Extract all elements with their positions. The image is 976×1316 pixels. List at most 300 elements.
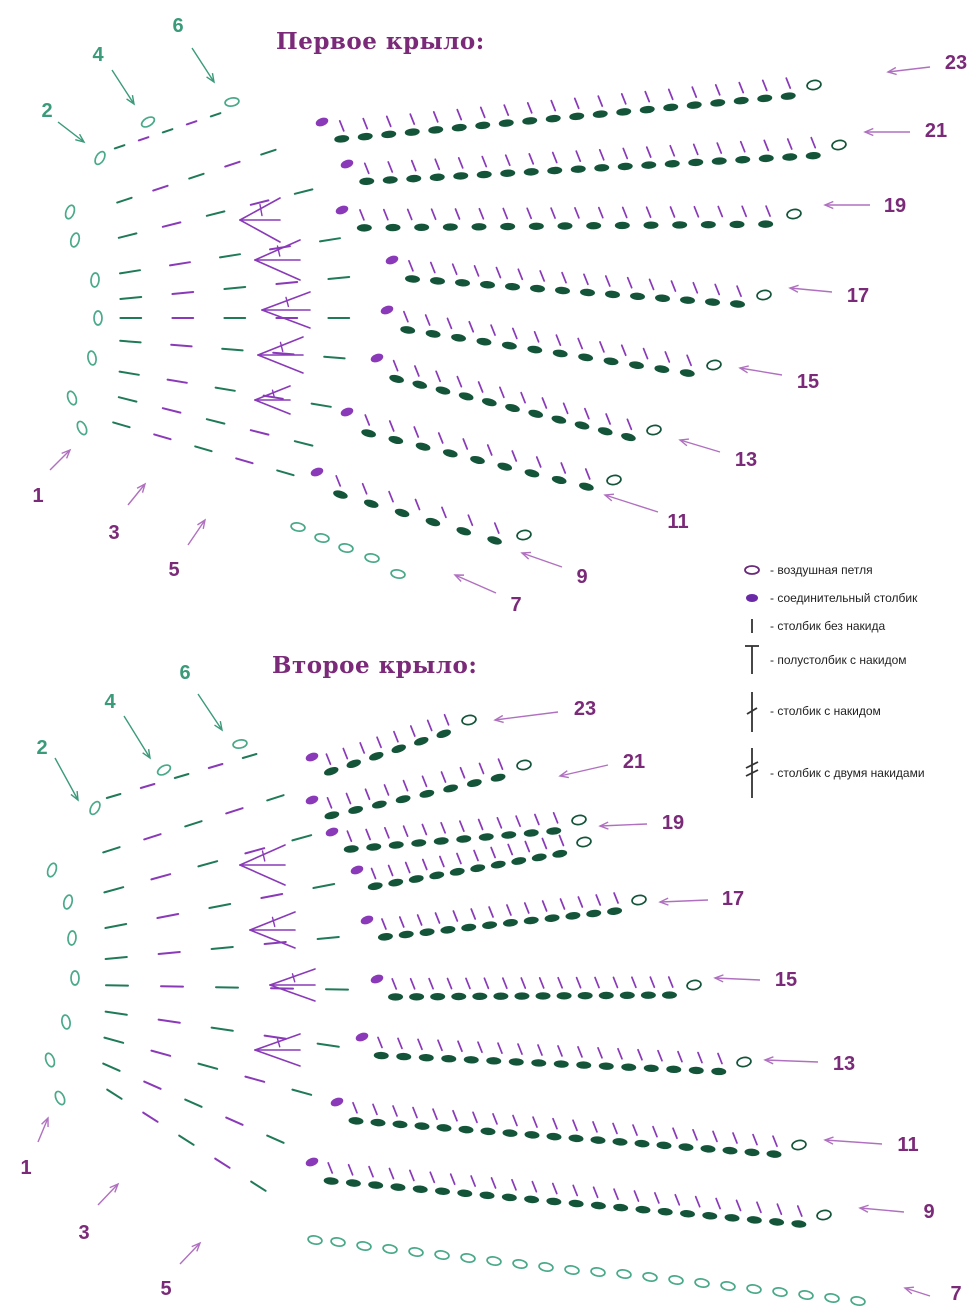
stitch-filled xyxy=(599,1063,613,1070)
stitch-filled xyxy=(532,853,547,862)
stitch-dash xyxy=(404,312,408,322)
stitch-dash xyxy=(185,1100,201,1107)
stitch-dash xyxy=(600,342,604,352)
stitch-dash xyxy=(598,96,602,106)
chain-stitch xyxy=(631,894,646,905)
stitch-dash xyxy=(542,839,546,849)
stitch-filled xyxy=(481,1128,495,1135)
chain-stitch xyxy=(382,1244,397,1254)
chain-stitch xyxy=(61,1014,71,1029)
stitch-filled xyxy=(355,1032,369,1043)
stitch-dash xyxy=(258,355,303,373)
stitch-dash xyxy=(669,89,673,99)
stitch-dash xyxy=(372,869,376,879)
stitch-filled xyxy=(528,409,543,419)
stitch-dash xyxy=(559,836,563,846)
row-number-label: 1 xyxy=(32,485,44,507)
stitch-dash xyxy=(438,1040,442,1050)
stitch-dash xyxy=(558,1046,562,1056)
stitch-dash xyxy=(512,451,516,461)
stitch-dash xyxy=(516,816,520,826)
stitch-filled xyxy=(505,283,519,290)
stitch-dash xyxy=(442,507,446,517)
stitch-dash xyxy=(553,1184,557,1194)
stitch-dash xyxy=(255,400,290,414)
stitch-dash xyxy=(687,355,691,365)
stitch-dash xyxy=(119,233,137,237)
stitch-dash xyxy=(527,208,531,218)
stitch-filled xyxy=(555,287,569,294)
stitch-dash xyxy=(389,866,393,876)
stitch-filled xyxy=(580,289,594,296)
stitch-dash xyxy=(504,105,508,115)
stitch-dash xyxy=(413,1108,417,1118)
stitch-dash xyxy=(107,1090,121,1099)
stitch-dash xyxy=(488,445,492,455)
stitch-dash xyxy=(263,851,265,861)
stitch-dash xyxy=(212,1028,233,1031)
stitch-dash xyxy=(365,415,369,425)
stitch-dash xyxy=(418,915,422,925)
stitch-filled xyxy=(503,1129,517,1136)
stitch-dash xyxy=(763,80,767,90)
stitch-filled xyxy=(491,773,506,782)
stitch-filled xyxy=(467,778,482,787)
stitch-dash xyxy=(458,1041,462,1051)
stitch-filled xyxy=(618,163,632,170)
stitch-dash xyxy=(106,957,127,959)
stitch-dash xyxy=(537,457,541,467)
stitch-dash xyxy=(671,281,675,291)
stitch-dash xyxy=(340,121,344,131)
stitch-filled xyxy=(598,426,613,436)
arrow-line xyxy=(192,48,214,82)
stitch-filled xyxy=(452,124,467,132)
stitch-dash xyxy=(336,476,340,486)
chain-stitch xyxy=(646,424,661,435)
row-number-label: 21 xyxy=(622,751,646,773)
stitch-dash xyxy=(216,388,235,391)
stitch-filled xyxy=(386,224,400,231)
chain-stitch xyxy=(94,311,102,325)
stitch-dash xyxy=(141,784,155,788)
arrow-head xyxy=(127,95,134,104)
wing-2-title: Второе крыло: xyxy=(272,652,478,679)
stitch-dash xyxy=(175,774,189,778)
stitch-filled xyxy=(745,1149,759,1156)
stitch-dash xyxy=(562,273,566,283)
stitch-dash xyxy=(418,1039,422,1049)
stitch-filled xyxy=(630,293,644,300)
stitch-dash xyxy=(255,1034,300,1050)
stitch-dash xyxy=(573,1120,577,1130)
chain-stitch xyxy=(224,97,239,107)
stitch-dash xyxy=(260,205,262,216)
stitch-filled xyxy=(459,392,474,402)
stitch-dash xyxy=(653,1127,657,1137)
stitch-dash xyxy=(432,209,436,219)
stitch-dash xyxy=(151,1051,170,1056)
stitch-filled xyxy=(360,178,374,185)
legend-item-hdc xyxy=(740,640,976,680)
stitch-dash xyxy=(496,268,500,278)
chain-stitch xyxy=(434,1250,449,1260)
stitch-dash xyxy=(669,977,673,987)
stitch-dash xyxy=(479,209,483,219)
stitch-dash xyxy=(739,83,743,93)
stitch-dash xyxy=(698,1053,702,1063)
stitch-dash xyxy=(104,887,123,892)
stitch-dash xyxy=(394,361,398,371)
stitch-dash xyxy=(622,345,626,355)
stitch-dash xyxy=(650,279,654,289)
stitch-dash xyxy=(179,1136,193,1145)
stitch-dash xyxy=(453,1111,457,1121)
stitch-filled xyxy=(388,435,403,445)
stitch-dash xyxy=(623,148,627,158)
chain-stitch xyxy=(232,739,247,749)
stitch-dash xyxy=(384,210,388,220)
legend-text-chain: - воздушная петля xyxy=(770,563,873,577)
stitch-filled xyxy=(464,1056,478,1063)
stitch-filled xyxy=(475,122,490,130)
stitch-dash xyxy=(737,286,741,296)
chain-stitch xyxy=(831,139,846,150)
stitch-filled xyxy=(644,222,658,229)
stitch-dash xyxy=(554,813,558,823)
stitch-filled xyxy=(547,1198,562,1206)
stitch-dash xyxy=(638,1050,642,1060)
stitch-dash xyxy=(513,1116,517,1126)
stitch-filled xyxy=(524,469,539,479)
stitch-dash xyxy=(411,726,415,736)
stitch-filled xyxy=(595,164,609,171)
stitch-dash xyxy=(798,1206,802,1216)
stitch-filled xyxy=(497,462,512,472)
row-number-label: 7 xyxy=(510,594,522,616)
stitch-dash xyxy=(295,189,313,193)
stitch-filled xyxy=(548,167,562,174)
arrow-line xyxy=(715,978,760,980)
stitch-filled xyxy=(366,843,381,851)
stitch-dash xyxy=(777,1204,781,1214)
chain-stitch xyxy=(69,232,80,248)
stitch-dash xyxy=(508,845,512,855)
stitch-dash xyxy=(561,899,565,909)
stitch-dash xyxy=(360,743,364,753)
stitch-filled xyxy=(502,341,517,349)
stitch-dash xyxy=(645,92,649,102)
row-number-label: 3 xyxy=(78,1222,90,1244)
stitch-dash xyxy=(556,335,560,345)
stitch-filled xyxy=(511,857,526,866)
stitch-dash xyxy=(441,823,445,833)
stitch-filled xyxy=(501,170,515,177)
stitch-filled xyxy=(409,875,424,884)
arrow-line xyxy=(522,553,562,567)
stitch-filled xyxy=(689,1067,703,1074)
stitch-dash xyxy=(499,759,503,769)
stitch-filled xyxy=(703,1212,718,1220)
stitch-dash xyxy=(144,1082,160,1089)
stitch-filled xyxy=(607,907,622,915)
stitch-dash xyxy=(482,157,486,167)
chain-stitch xyxy=(44,1052,56,1068)
stitch-dash xyxy=(445,715,449,725)
stitch-filled xyxy=(673,222,687,229)
arrow-line xyxy=(680,440,720,452)
stitch-filled xyxy=(443,784,458,793)
stitch-dash xyxy=(172,292,193,294)
stitch-filled xyxy=(325,827,339,838)
stitch-filled xyxy=(712,1068,726,1075)
stitch-filled xyxy=(552,849,567,858)
stitch-dash xyxy=(773,1136,777,1146)
chain-stitch xyxy=(512,1259,527,1269)
stitch-filled xyxy=(546,115,561,123)
stitch-filled xyxy=(357,225,371,232)
chain-stitch xyxy=(364,553,379,563)
stitch-dash xyxy=(757,1202,761,1212)
stitch-dash xyxy=(440,857,444,867)
stitch-filled xyxy=(477,337,492,345)
stitch-dash xyxy=(694,207,698,217)
row-number-label: 11 xyxy=(667,511,689,533)
stitch-filled xyxy=(759,221,773,228)
stitch-dash xyxy=(764,140,768,150)
stitch-filled xyxy=(546,827,561,835)
stitch-dash xyxy=(478,1042,482,1052)
stitch-filled xyxy=(679,1143,693,1150)
stitch-dash xyxy=(429,979,433,989)
stitch-filled xyxy=(452,993,466,999)
stitch-dash xyxy=(596,895,600,905)
stitch-dash xyxy=(295,441,313,445)
chain-stitch xyxy=(791,1139,806,1150)
stitch-dash xyxy=(614,1189,618,1199)
chain-stitch xyxy=(66,390,78,406)
stitch-dash xyxy=(457,110,461,120)
stitch-filled xyxy=(389,994,403,1000)
stitch-filled xyxy=(419,1054,433,1061)
stitch-dash xyxy=(404,781,408,791)
arrow-line xyxy=(98,1184,118,1205)
stitch-dash xyxy=(240,220,280,242)
stitch-filled xyxy=(654,365,669,373)
stitch-dash xyxy=(159,952,180,954)
stitch-dash xyxy=(618,1049,622,1059)
chain-stitch xyxy=(156,763,172,777)
stitch-filled xyxy=(371,1119,385,1126)
stitch-dash xyxy=(573,1185,577,1195)
stitch-dash xyxy=(578,1047,582,1057)
row-number-label: 5 xyxy=(160,1278,172,1300)
stitch-dash xyxy=(543,901,547,911)
stitch-filled xyxy=(591,1136,605,1143)
arrow-line xyxy=(825,1140,882,1144)
stitch-dash xyxy=(366,789,370,799)
stitch-filled xyxy=(662,992,676,998)
legend-text-tr: - столбик с двумя накидами xyxy=(770,766,925,780)
stitch-dash xyxy=(737,1200,741,1210)
stitch-dash xyxy=(262,292,310,310)
stitch-dash xyxy=(373,1104,377,1114)
stitch-dash xyxy=(410,114,414,124)
stitch-filled xyxy=(680,296,694,303)
stitch-dash xyxy=(469,322,473,332)
stitch-dash xyxy=(498,1043,502,1053)
chain-stitch xyxy=(642,1272,657,1282)
chain-stitch xyxy=(140,115,156,129)
chain-stitch xyxy=(486,1256,501,1266)
stitch-dash xyxy=(422,825,426,835)
stitch-filled xyxy=(644,1065,658,1072)
stitch-filled xyxy=(501,223,515,230)
stitch-filled xyxy=(333,490,348,500)
arrow-head xyxy=(143,749,150,758)
stitch-dash xyxy=(753,1135,757,1145)
stitch-filled xyxy=(587,222,601,229)
arrow-line xyxy=(765,1060,818,1062)
arrow-line xyxy=(58,122,84,142)
stitch-dash xyxy=(512,1180,516,1190)
stitch-filled xyxy=(730,221,744,228)
treble-crochet-icon xyxy=(740,742,766,804)
row-number-label: 15 xyxy=(774,969,798,991)
stitch-dash xyxy=(292,835,311,840)
row-number-label: 15 xyxy=(796,371,820,393)
stitch-dash xyxy=(529,154,533,164)
stitch-filled xyxy=(413,1185,428,1193)
stitch-filled xyxy=(558,223,572,230)
stitch-dash xyxy=(713,1131,717,1141)
stitch-filled xyxy=(571,166,585,173)
stitch-dash xyxy=(647,207,651,217)
stitch-filled xyxy=(324,811,339,820)
stitch-dash xyxy=(363,484,367,494)
stitch-filled xyxy=(667,1066,681,1073)
stitch-filled xyxy=(441,926,456,934)
stitch-dash xyxy=(365,163,369,173)
stitch-dash xyxy=(491,848,495,858)
stitch-dash xyxy=(120,341,140,343)
stitch-dash xyxy=(553,1119,557,1129)
stitch-dash xyxy=(606,276,610,286)
stitch-dash xyxy=(392,979,396,989)
stitch-filled xyxy=(381,131,396,139)
stitch-dash xyxy=(113,422,129,427)
stitch-dash xyxy=(343,749,347,759)
stitch-filled xyxy=(348,805,363,814)
stitch-filled xyxy=(578,992,592,998)
stitch-filled xyxy=(710,99,725,107)
stitch-dash xyxy=(718,207,722,217)
legend-item-slip xyxy=(740,584,976,612)
stitch-filled xyxy=(622,1064,636,1071)
legend-item-sc xyxy=(740,612,976,640)
chain-stitch xyxy=(307,1235,322,1245)
stitch-dash xyxy=(267,795,283,800)
stitch-dash xyxy=(411,979,415,989)
stitch-dash xyxy=(222,349,242,351)
arrow-line xyxy=(112,70,134,104)
stitch-dash xyxy=(503,209,507,219)
stitch-dash xyxy=(389,1169,393,1179)
stitch-dash xyxy=(198,1064,217,1069)
stitch-filled xyxy=(657,1142,671,1149)
legend-item-tr xyxy=(740,742,976,804)
stitch-filled xyxy=(747,1216,762,1224)
chain-stitch xyxy=(746,1284,761,1294)
stitch-filled xyxy=(593,110,608,118)
stitch-dash xyxy=(281,342,283,351)
stitch-dash xyxy=(466,978,470,988)
legend xyxy=(740,556,976,804)
stitch-filled xyxy=(435,386,450,396)
stitch-dash xyxy=(270,985,315,1001)
stitch-filled xyxy=(515,993,529,999)
stitch-dash xyxy=(215,1159,229,1168)
stitch-filled xyxy=(689,159,703,166)
stitch-dash xyxy=(318,1044,339,1047)
stitch-filled xyxy=(502,1194,517,1202)
stitch-dash xyxy=(479,382,483,392)
stitch-dash xyxy=(576,151,580,161)
stitch-filled xyxy=(434,837,449,845)
stitch-dash xyxy=(606,414,610,424)
stitch-filled xyxy=(503,919,518,927)
stitch-filled xyxy=(350,865,364,876)
stitch-dash xyxy=(240,865,285,885)
stitch-dash xyxy=(106,1012,127,1015)
stitch-filled xyxy=(552,475,567,485)
stitch-filled xyxy=(430,174,444,181)
stitch-filled xyxy=(415,442,430,452)
stitch-dash xyxy=(278,1039,280,1047)
stitch-filled xyxy=(723,1147,737,1154)
stitch-filled xyxy=(524,917,539,925)
arrow-line xyxy=(455,575,496,593)
chain-stitch xyxy=(786,208,801,219)
chain-stitch xyxy=(314,533,329,543)
stitch-dash xyxy=(369,1167,373,1177)
stitch-dash xyxy=(159,1020,180,1023)
chain-stitch xyxy=(71,971,79,985)
stitch-dash xyxy=(209,764,223,768)
stitch-dash xyxy=(139,137,149,140)
stitch-dash xyxy=(195,446,211,451)
stitch-dash xyxy=(366,830,370,840)
row-number-label: 19 xyxy=(661,812,685,834)
stitch-filled xyxy=(615,222,629,229)
stitch-filled xyxy=(591,1202,606,1210)
stitch-filled xyxy=(701,221,715,228)
stitch-filled xyxy=(522,117,537,125)
stitch-filled xyxy=(368,1181,383,1189)
row-number-label: 9 xyxy=(576,566,588,588)
stitch-dash xyxy=(387,116,391,126)
stitch-dash xyxy=(433,1109,437,1119)
stitch-dash xyxy=(578,897,582,907)
stitch-dash xyxy=(634,1191,638,1201)
row-number-label: 17 xyxy=(721,888,745,910)
stitch-filled xyxy=(324,1177,339,1185)
stitch-dash xyxy=(718,1054,722,1064)
stitch-filled xyxy=(426,330,441,338)
stitch-dash xyxy=(277,470,293,475)
stitch-dash xyxy=(261,150,275,155)
stitch-filled xyxy=(394,508,409,518)
